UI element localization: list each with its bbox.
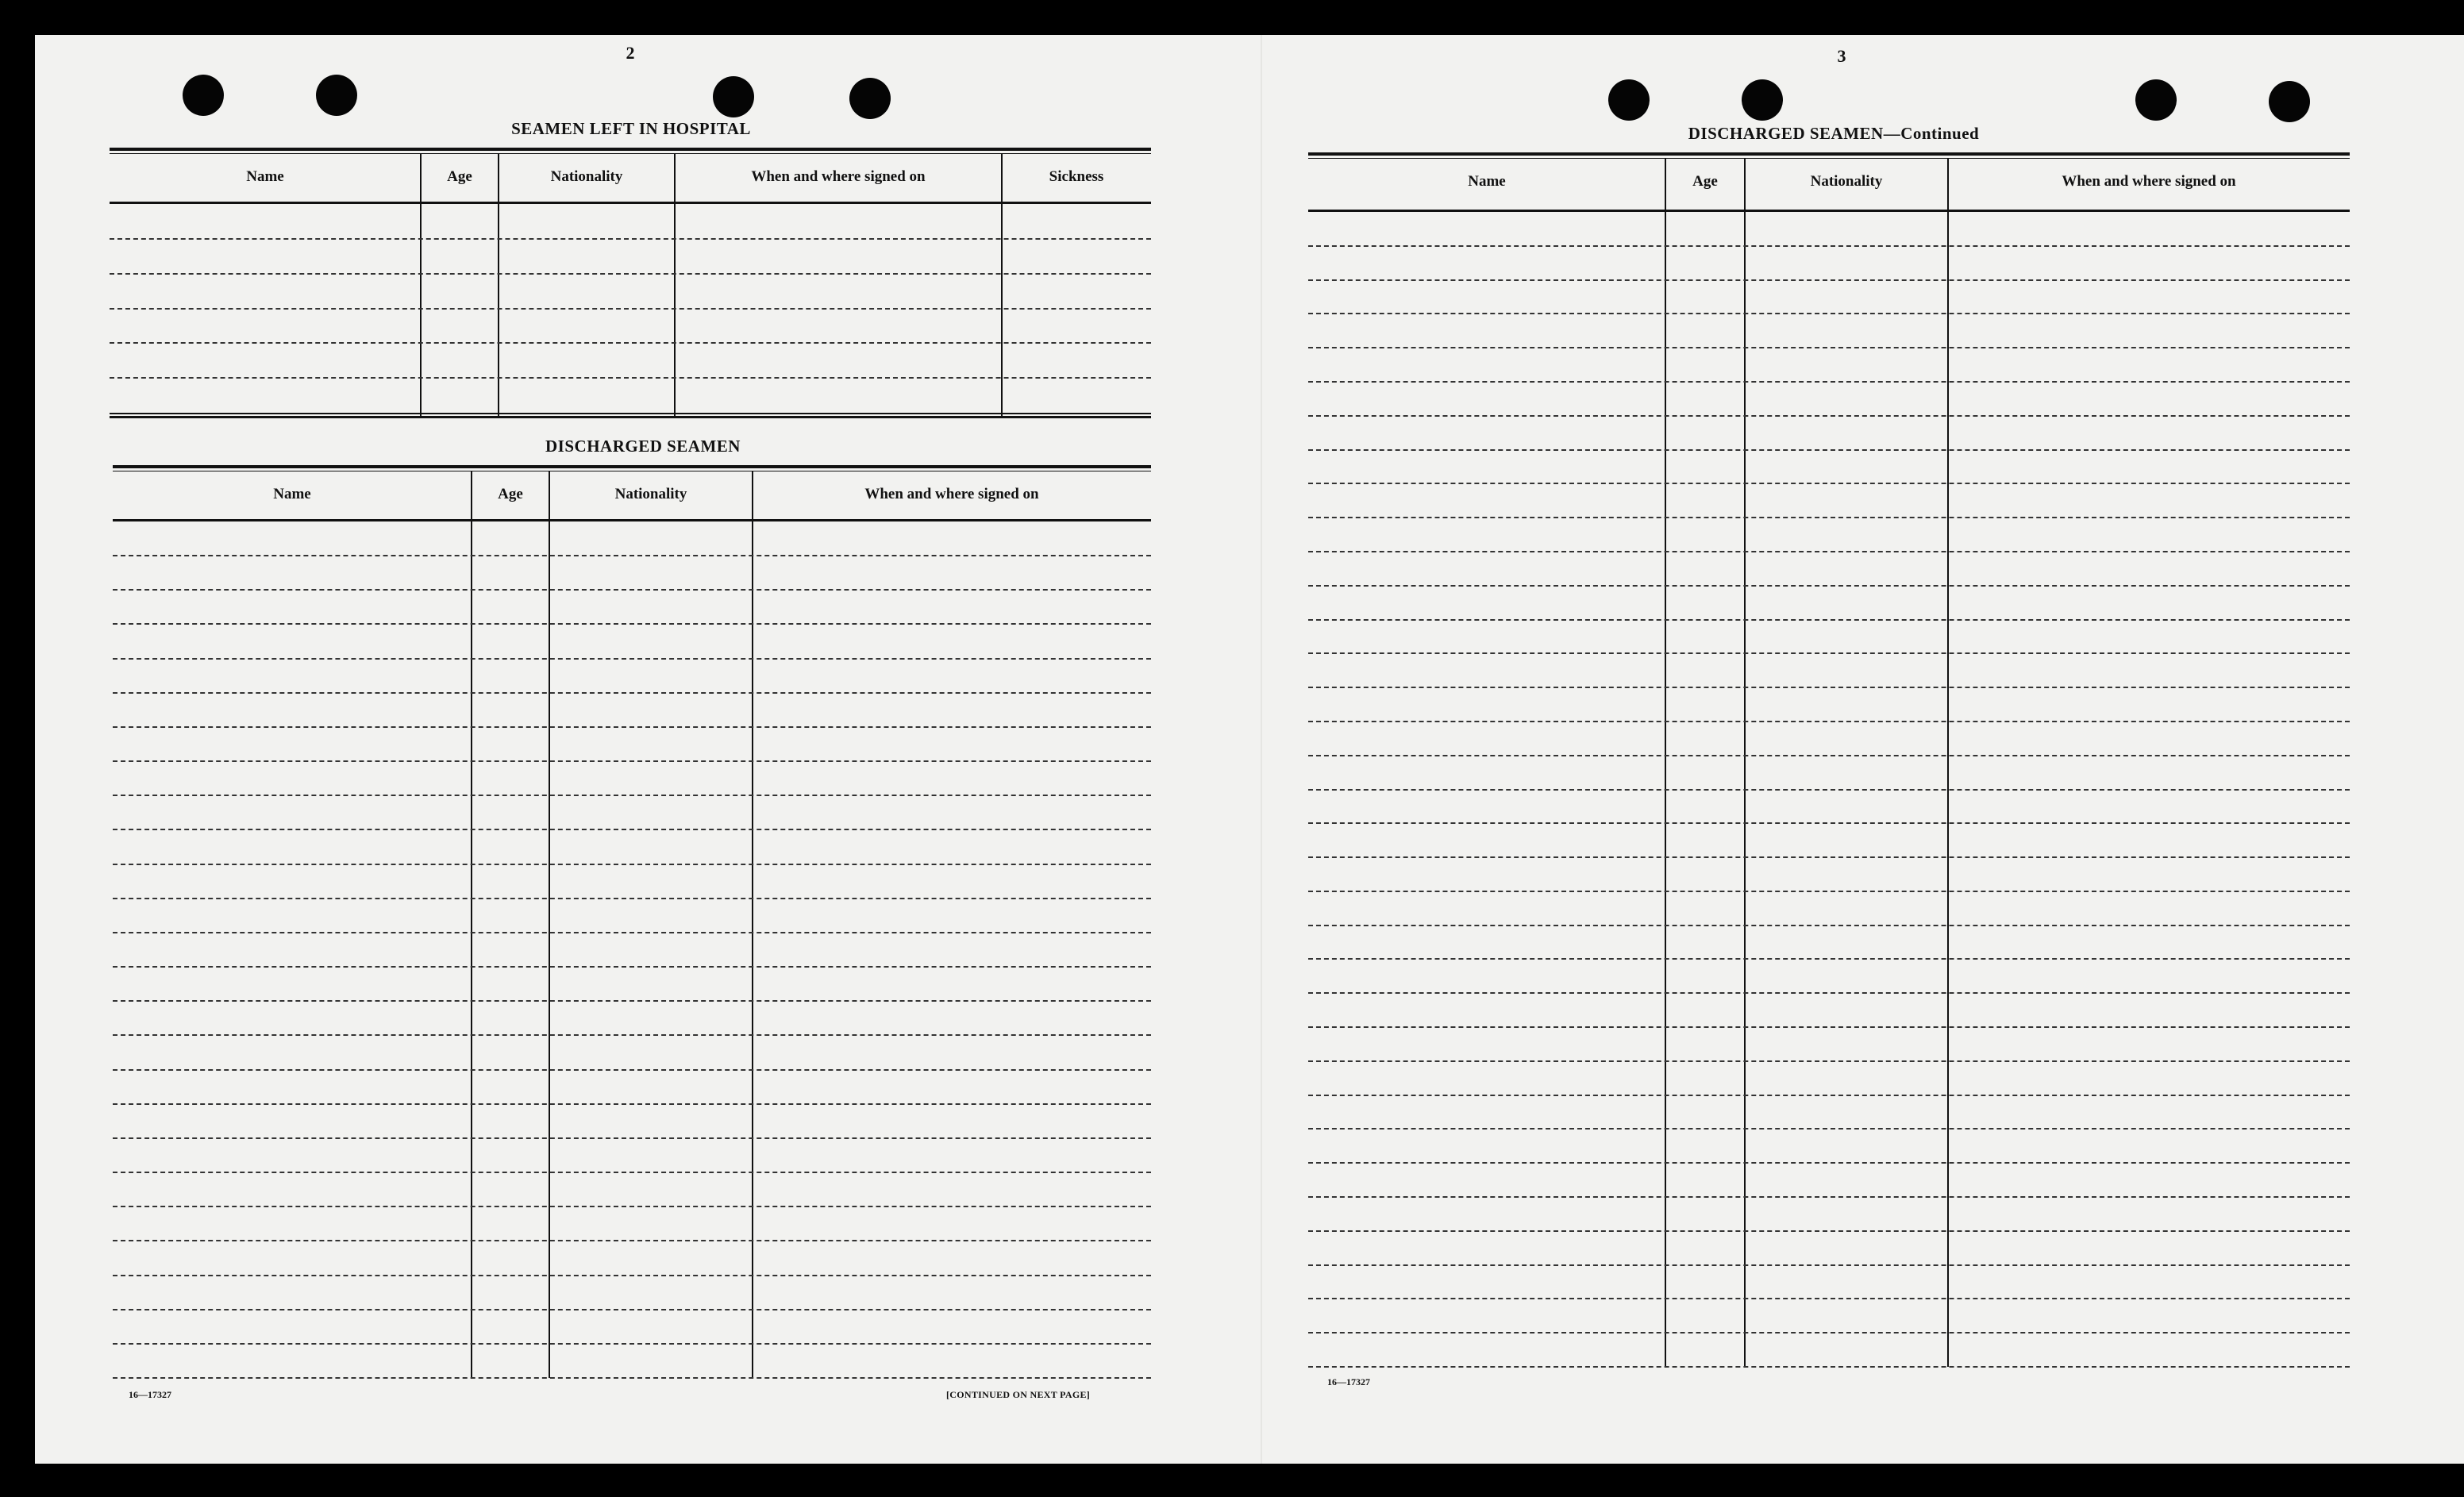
table-row	[113, 1343, 1151, 1345]
punch-hole	[2269, 81, 2310, 122]
punch-hole	[183, 75, 224, 116]
column-header: Nationality	[1810, 173, 1883, 190]
page-fold	[1261, 35, 1262, 1464]
table-top-rule-thin	[110, 153, 1151, 154]
table-row	[113, 726, 1151, 728]
column-header: When and where signed on	[2062, 173, 2236, 190]
table-row	[1308, 313, 2350, 314]
table-row	[1308, 687, 2350, 688]
table-row	[113, 623, 1151, 625]
table-row	[113, 795, 1151, 796]
table-row	[110, 273, 1151, 275]
form-number-left: 16—17327	[129, 1389, 171, 1400]
page-number-left: 2	[626, 43, 635, 63]
table-header-rule	[1308, 210, 2350, 212]
table-row	[1308, 1230, 2350, 1232]
discharged-continued-table	[1308, 152, 2350, 1367]
column-divider	[471, 471, 472, 1378]
table-row	[1308, 1264, 2350, 1266]
table-row	[1308, 755, 2350, 756]
table-row	[110, 377, 1151, 379]
table-row	[1308, 822, 2350, 824]
table-row	[113, 1000, 1151, 1002]
table-row	[113, 1377, 1151, 1379]
table-row	[1308, 1128, 2350, 1129]
table-top-rule-thin	[1308, 158, 2350, 159]
table-row	[113, 1309, 1151, 1310]
column-header: Age	[1692, 173, 1718, 190]
table-row	[1308, 958, 2350, 960]
table-row	[1308, 721, 2350, 722]
table-row	[1308, 245, 2350, 247]
table-row	[1308, 856, 2350, 858]
hospital-section-title: SEAMEN LEFT IN HOSPITAL	[511, 119, 751, 138]
punch-hole	[1608, 79, 1650, 121]
table-top-rule	[1308, 152, 2350, 156]
column-header: When and where signed on	[864, 486, 1039, 502]
continued-note: [CONTINUED ON NEXT PAGE]	[946, 1389, 1091, 1400]
table-row	[1308, 1095, 2350, 1096]
column-header: Name	[1468, 173, 1506, 190]
discharged-continued-title: DISCHARGED SEAMEN—Continued	[1688, 124, 1980, 143]
table-row	[110, 308, 1151, 310]
punch-hole	[849, 78, 891, 119]
table-row	[1308, 1298, 2350, 1299]
column-divider	[1947, 159, 1949, 1367]
table-row	[113, 1206, 1151, 1207]
table-row	[113, 1069, 1151, 1071]
table-bottom-rule-thick	[110, 416, 1151, 418]
hospital-table	[110, 148, 1151, 418]
table-row	[1308, 891, 2350, 892]
table-row	[113, 589, 1151, 591]
form-number-right: 16—17327	[1327, 1376, 1370, 1387]
column-divider	[1665, 159, 1666, 1367]
column-header: Name	[246, 168, 284, 185]
table-row	[113, 760, 1151, 762]
table-row	[113, 829, 1151, 830]
table-row	[113, 1034, 1151, 1036]
discharged-table	[113, 465, 1151, 1378]
table-row	[113, 1103, 1151, 1105]
table-row	[1308, 652, 2350, 654]
table-row	[1308, 789, 2350, 791]
punch-hole	[316, 75, 357, 116]
table-header-rule	[110, 202, 1151, 204]
table-row	[113, 966, 1151, 968]
table-row	[1308, 925, 2350, 926]
table-row	[110, 342, 1151, 344]
punch-hole	[2135, 79, 2177, 121]
table-row	[1308, 551, 2350, 552]
table-row	[113, 898, 1151, 899]
table-row	[113, 932, 1151, 933]
table-row	[1308, 1196, 2350, 1198]
column-header: Name	[273, 486, 311, 502]
table-row	[1308, 619, 2350, 621]
column-divider	[1744, 159, 1746, 1367]
table-row	[1308, 1060, 2350, 1062]
table-row	[1308, 992, 2350, 994]
column-header: When and where signed on	[751, 168, 926, 185]
column-divider	[549, 471, 550, 1378]
table-bottom-rule	[110, 413, 1151, 414]
table-top-rule	[113, 465, 1151, 468]
column-divider	[752, 471, 753, 1378]
table-row	[1308, 1162, 2350, 1164]
punch-hole	[713, 76, 754, 117]
table-row	[1308, 1366, 2350, 1368]
column-header: Nationality	[614, 486, 687, 502]
table-row	[113, 1172, 1151, 1173]
table-row	[113, 1275, 1151, 1276]
table-row	[1308, 347, 2350, 348]
column-header: Sickness	[1049, 168, 1104, 185]
table-row	[1308, 517, 2350, 518]
punch-hole	[1742, 79, 1783, 121]
table-row	[1308, 1332, 2350, 1333]
table-row	[113, 658, 1151, 660]
table-row	[113, 1137, 1151, 1139]
table-row	[110, 238, 1151, 240]
table-header-rule	[113, 519, 1151, 521]
table-row	[113, 555, 1151, 556]
page-number-right: 3	[1837, 46, 1846, 66]
table-row	[113, 692, 1151, 694]
table-row	[1308, 585, 2350, 587]
column-header: Age	[498, 486, 523, 502]
table-row	[113, 1240, 1151, 1241]
table-row	[1308, 415, 2350, 417]
table-top-rule	[110, 148, 1151, 151]
table-row	[1308, 279, 2350, 281]
table-row	[1308, 449, 2350, 451]
column-header: Age	[447, 168, 472, 185]
column-header: Nationality	[550, 168, 623, 185]
table-row	[1308, 1026, 2350, 1028]
table-row	[113, 864, 1151, 865]
discharged-section-title: DISCHARGED SEAMEN	[545, 437, 741, 456]
table-row	[1308, 381, 2350, 383]
table-row	[1308, 483, 2350, 484]
